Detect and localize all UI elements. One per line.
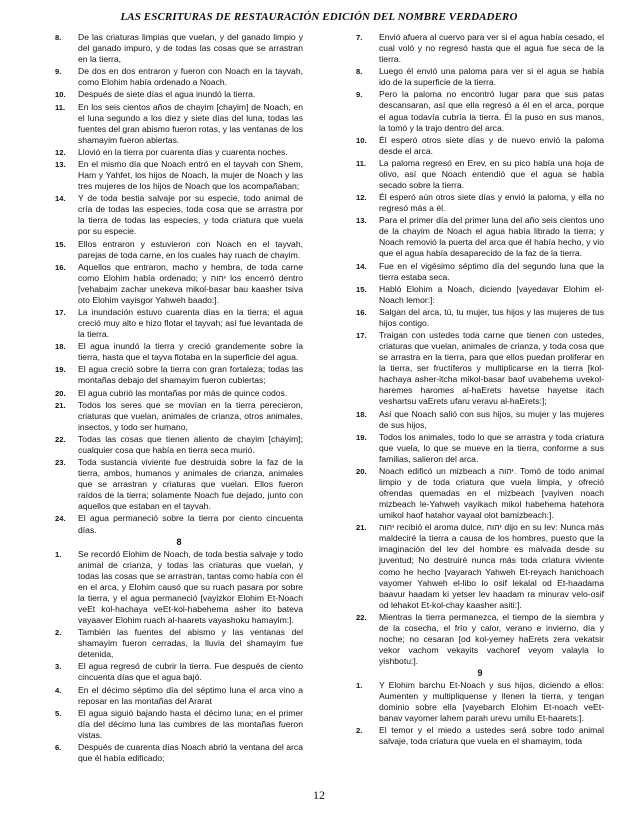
verse-number: 18.	[55, 342, 66, 352]
verse-number: 2.	[356, 726, 363, 736]
chapter-number: 8	[176, 536, 182, 547]
verse-text: Él esperó otros siete días y de nuevo envió la paloma desde el arca.	[379, 134, 604, 156]
verse-number: 15.	[356, 284, 367, 294]
verse-text: El temor y el miedo a ustedes será sobre todo animal salvaje, toda criatura que vuela en el shamayim, toda	[379, 725, 604, 747]
verse-number: 19.	[356, 432, 367, 442]
verse	[55, 32, 303, 65]
verse	[55, 457, 303, 512]
verse-number: 10.	[356, 135, 367, 145]
verse-text: Fue en el vigésimo séptimo día del segundo luna que la tierra estaba seca.	[379, 260, 604, 282]
verse-number: 14.	[55, 194, 66, 204]
verse	[356, 66, 604, 88]
verse	[55, 742, 303, 764]
verse	[55, 513, 303, 535]
verse-number: 1.	[356, 681, 363, 691]
verse	[55, 434, 303, 456]
verse-number: 6.	[55, 742, 62, 752]
verse-text: Así que Noach salió con sus hijos, su mujer y las mujeres de sus hijos,	[379, 408, 604, 430]
verse-number: 20.	[55, 388, 66, 398]
verse-number: 12.	[356, 193, 367, 203]
verse	[55, 627, 303, 660]
verse-text: La inundación estuvo cuarenta días en la tierra; el agua creció muy alto e hizo flotar el tayvah; así fue levantada de la tierra.	[78, 306, 303, 340]
verse	[55, 661, 303, 683]
verse-number: 16.	[356, 307, 367, 317]
verse-number: 11.	[55, 102, 66, 112]
verse-text: Mientras la tierra permanezca, el tiempo de la siembra y de la cosecha, el frío y calor, verano e invierno, día y noche; no cesaran [od kol-yemey haErets zera vekatsir vekor vachom vekayits vachoref veyom valayla lo yishbotu:].	[379, 611, 604, 666]
verse	[55, 388, 303, 399]
chapter-number: 9	[477, 668, 483, 679]
verse-text: Para el primer día del primer luna del año seis cientos uno de la chayim de Noach el agua había librado la tierra; y Noach removió la puerta del arca que él había hecho, y vio que el agua había desaparecido de la faz de la tierra.	[379, 215, 604, 259]
verse	[55, 193, 303, 237]
verse-text: La paloma regresó en Erev, en su pico había una hoja de olivo, así que Noach entendió que el agua se había secado sobre la tierra.	[379, 157, 604, 190]
verse-text: Habló Elohim a Noach, diciendo [vayedavar Elohim el-Noach lemor:]:	[379, 283, 604, 305]
page-number: 12	[313, 788, 325, 802]
verse-text: יהוה recibió el aroma dulce, יהוה dijo en su lev: Nunca más maldeciré la tierra a causa de los hombres, puesto que la imaginación del lev del hombre es malvada desde su juventud; No destruiré nunca más toda criatura viviente como he hecho [vayarach Yahweh Et-reyach hanichoach vayomer Yahweh el-libo lo osif lekalal od Et-haadama baavur haadam ki yetser lev haadam ra minurav velo-osif od lehakot Et-kol-chay kaasher asiti:].	[379, 522, 604, 610]
verse-text: De dos en dos entraron y fueron con Noach en la tayvah, como Elohim había ordenado a Noach.	[78, 66, 303, 88]
verse-text: Todos los animales, todo lo que se arrastra y toda criatura que vuela, lo que se mueve en la tierra, conforme a sus familias, salieron del arca.	[379, 431, 604, 464]
verse-number: 8.	[356, 67, 363, 77]
verse-number: 12.	[55, 147, 66, 157]
verse-text: Traigan con ustedes toda carne que tienen con ustedes, criaturas que vuelan, animales de crianza, y toda cosa que se arrastra en la tierra, para que ellos puedan proliferar en la tierra, ser fructíferos y multiplicarse en la tierra [kol-hachaya asher-itcha mikol-basar baof uvabehema uvekol-haremes haromes al-haErets havetse hayetse itach veshartsu vaErets ufaru veravu al-haErets:];	[379, 330, 604, 407]
verse-text: Todas las cosas que tienen aliento de chayim [chayim]; cualquier cosa que había en tierra seca murió.	[78, 433, 303, 455]
verse	[356, 32, 604, 65]
verse	[356, 522, 604, 610]
verse-text: El agua siguió bajando hasta el décimo luna; en el primer día del décimo luna las cumbres de las montañas fueron vistas.	[78, 707, 303, 740]
verse-number: 9.	[55, 67, 62, 77]
verse-number: 17.	[356, 331, 367, 341]
verse-number: 15.	[55, 239, 66, 249]
verse-number: 24.	[55, 514, 66, 524]
verse-number: 10.	[55, 90, 66, 100]
verse	[356, 89, 604, 133]
verse-text: Llovió en la tierra por cuarenta días y cuarenta noches.	[78, 146, 288, 157]
verse-text: El agua regresó de cubrir la tierra. Fue después de ciento cincuenta días que el agua bajó.	[78, 661, 303, 683]
verse-text: Pero la paloma no encontró lugar para que sus patas descansaran, así que ella regresó a él en el arca, porque el agua todavía cubría la tierra. Él la puso en sus manos, la tomó y la trajo dentro del arca.	[379, 89, 604, 133]
verse	[55, 147, 303, 158]
verse-text: Noach edificó un mizbeach a יהוה. Tomó de todo animal limpio y de toda criatura que vuela limpia, y ofreció ofrendas quemadas en el mizbeach [vayiven noach mizbeach le-Yahweh vayikach mikol habehema hatehora umikol haof hatahor vayaal olot bamizbeach:].	[379, 466, 604, 521]
verse-number: 11.	[356, 158, 367, 168]
verse-number: 2.	[55, 628, 62, 638]
verse-text: Luego él envió una paloma para ver si el agua se había ido de la superficie de la tierra.	[379, 66, 604, 88]
verse	[55, 89, 303, 100]
verse-number: 14.	[356, 261, 367, 271]
verse	[356, 284, 604, 306]
verse	[55, 708, 303, 741]
verse	[55, 549, 303, 626]
verse-text: El agua inundó la tierra y creció grandemente sobre la tierra, hasta que el tayva flotaba en la superficie del agua.	[78, 341, 303, 363]
verse	[356, 261, 604, 283]
verse	[356, 432, 604, 465]
verse-text: Envió afuera al cuervo para ver si el agua había cesado, el cual voló y no regresó hasta que el agua fue seca de la tierra.	[379, 32, 604, 65]
right-column	[356, 32, 604, 749]
verse-number: 23.	[55, 458, 66, 468]
verse	[356, 307, 604, 329]
verse-text: Todos los seres que se movían en la tierra perecieron, criaturas que vuelan, animales de crianza, otros animales, insectos, y todo ser humano,	[78, 399, 303, 432]
verse-number: 9.	[356, 90, 363, 100]
verse-number: 1.	[55, 549, 62, 559]
verse	[55, 364, 303, 386]
verse-number: 17.	[55, 307, 66, 317]
verse-number: 21.	[55, 400, 66, 410]
verse-text: Se recordó Elohim de Noach, de toda bestia salvaje y todo animal de crianza, y todas las criaturas que vuelan, y todas las cosas que se arrastran, tantas como había con él en el arca, y Elohim causó que su ruach pasara por sobre la tierra, y el agua permaneció [vayizkor Elohim Et-Noach veEt kol-hachaya veEt-kol-habehema asher ito bateva vayaaver Elohim ruach al-haarets vayashoku hamayim:].	[78, 548, 303, 625]
verse-text: En los seis cientos años de chayim [chayim] de Noach, en el luna segundo a los diez y siete días del luna, todas las fuentes del gran abismo fueron rotas, y las ventanas de los shamayim fueron abiertas.	[78, 101, 304, 145]
verse-number: 13.	[55, 159, 66, 169]
verse	[55, 341, 303, 363]
verse	[55, 262, 303, 306]
verse-text: El agua creció sobre la tierra con gran fortaleza; todas las montañas debajo del shamayim fueron cubiertas;	[78, 364, 303, 386]
verse-number: 21.	[356, 523, 367, 533]
verse-text: El agua permaneció sobre la tierra por ciento cincuenta días.	[78, 513, 303, 535]
verse	[55, 307, 303, 340]
verse-text: También las fuentes del abismo y las ventanas del shamayim fueron cerradas, la lluvia del shamayim fue detenida,	[78, 627, 303, 660]
verse-text: En el décimo séptimo día del séptimo luna el arca vino a reposar en las montañas del Ararat	[78, 684, 303, 706]
verse-number: 19.	[55, 365, 66, 375]
verse	[356, 725, 604, 747]
verse-number: 13.	[356, 216, 367, 226]
verse	[55, 685, 303, 707]
verse	[356, 680, 604, 724]
verse-text: Aquellos que entraron, macho y hembra, de toda carne como Elohim había ordenado; y יהוה los encerró dentro [vehabaim zachar unekeva mikol-basar bau kaasher tsiva oto Elohim vayisgor Yahweh baado:].	[78, 261, 303, 305]
verse-number: 3.	[55, 662, 62, 672]
verse-text: Toda sustancia viviente fue destruida sobre la faz de la tierra, ambos, humanos y animales de crianza, animales que se arrastran y criaturas que vuelan. Ellos fueron raídos de la tierra; solamente Noach fue dejado, junto con aquellos que estaban en el tayvah.	[78, 457, 303, 512]
verse-number: 16.	[55, 262, 66, 272]
left-column	[55, 32, 303, 765]
verse-text: De las criaturas limpias que vuelan, y del ganado limpio y del ganado impuro, y de todas las cosas que se arrastran en la tierra,	[78, 32, 303, 65]
verse-text: Después de siete días el agua inundó la tierra.	[78, 89, 256, 100]
verse	[356, 158, 604, 191]
verse-text: Salgan del arca, tú, tu mujer, tus hijos y las mujeres de tus hijos contigo.	[379, 306, 604, 329]
verse-text: El agua cubrió las montañas por más de quince codos.	[78, 387, 288, 398]
verse-text: En el mismo día que Noach entró en el tayvah con Shem, Ham y Yahfet, los hijos de Noach, la mujer de Noach y las tres mujeres de los hijos de Noach que los acompañaban;	[78, 158, 303, 192]
verse-number: 20.	[356, 467, 367, 476]
verse-text: Después de cuarenta días Noach abrió la ventana del arca que él había edificado;	[78, 741, 303, 763]
verse	[55, 66, 303, 88]
verse-number: 4.	[55, 685, 62, 695]
verse-text: Él esperó aún otros siete días y envió la paloma, y ella no regresó más a él.	[379, 192, 604, 214]
verse-text: Y Elohim barchu Et-Noach y sus hijos, diciendo a ellos: Aumenten y multipliquense y llenen la tierra, y tengan dominio sobre ella [vayebarch Elohim Et-noach veEt-banav vayomer lahem parah urevu umilu Et-haarets:].	[379, 680, 604, 724]
verse-number: 5.	[55, 708, 62, 718]
verse	[55, 400, 303, 433]
verse-number: 22.	[55, 434, 66, 444]
verse	[55, 102, 303, 146]
verse	[356, 135, 604, 157]
verse-text: Ellos entraron y estuvieron con Noach en el tayvah, parejas de toda carne, en los cuales hay ruach de chayim.	[78, 238, 303, 260]
verse	[55, 159, 303, 192]
verse	[356, 192, 604, 214]
verse	[356, 215, 604, 259]
verse	[356, 466, 604, 521]
running-header: LAS ESCRITURAS DE RESTAURACIÓN EDICIÓN DEL NOMBRE VERDADERO	[120, 11, 518, 23]
verse-number: 7.	[356, 33, 363, 42]
verse	[356, 612, 604, 667]
verse-text: Y de toda bestia salvaje por su especie, todo animal de cría de todas las especies, toda cosa que se arrastra por la tierra de todas las especies, y toda criatura que vuela por su especie.	[78, 193, 303, 237]
verse	[356, 409, 604, 431]
verse	[55, 239, 303, 261]
verse-number: 18.	[356, 409, 367, 419]
verse	[356, 330, 604, 407]
verse-number: 22.	[356, 612, 367, 622]
verse-number: 8.	[55, 33, 62, 42]
